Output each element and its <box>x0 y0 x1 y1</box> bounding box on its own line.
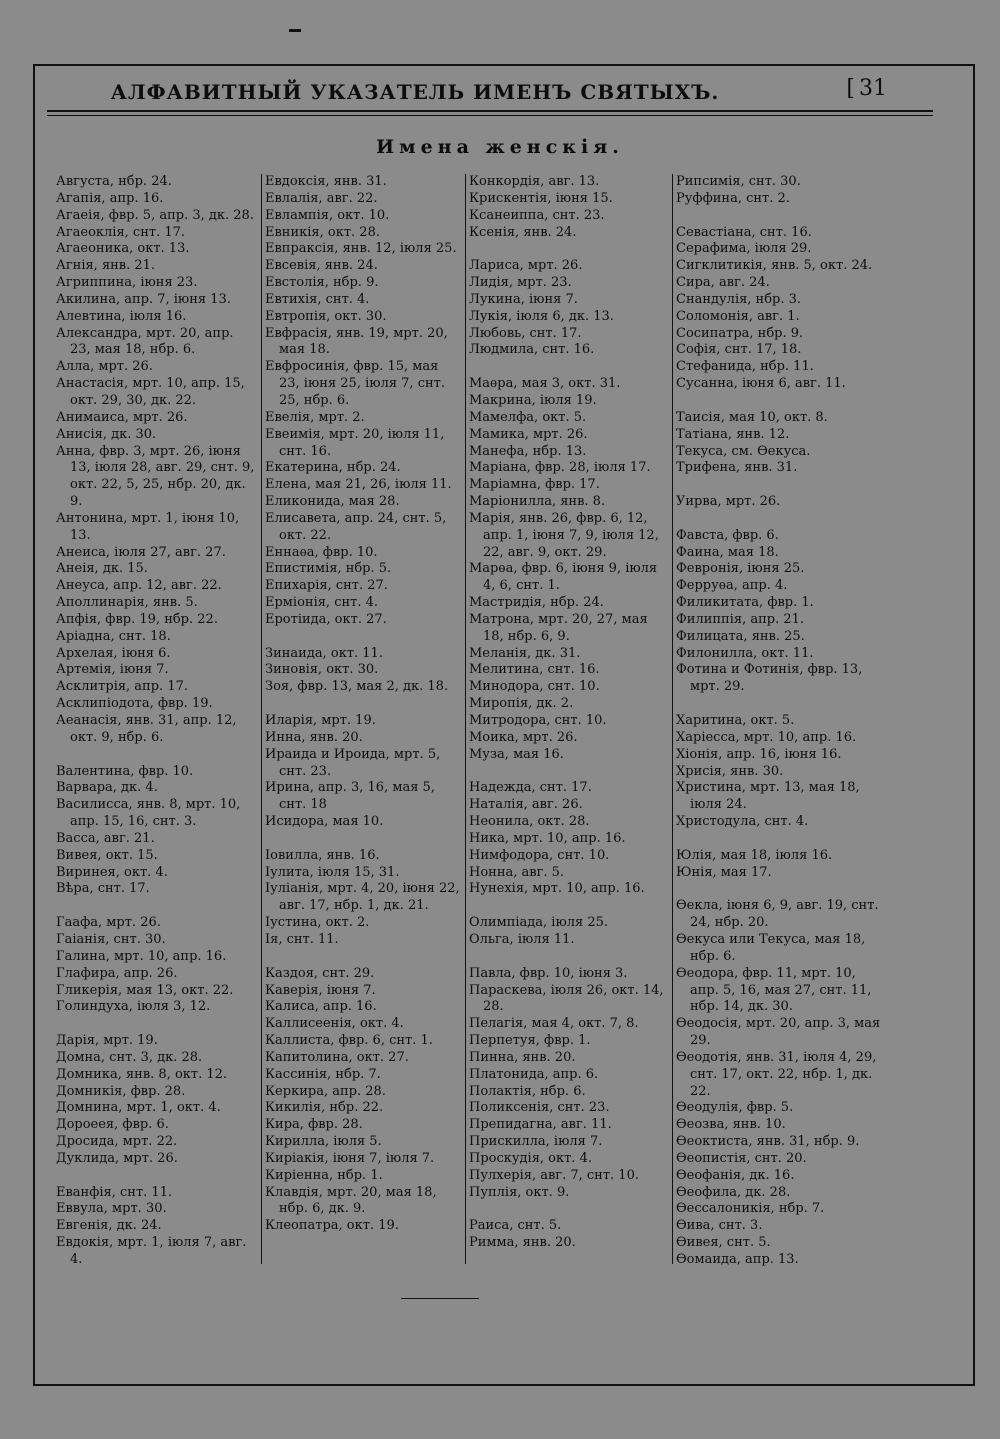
index-entry: Препидагна, авг. 11. <box>469 1117 612 1133</box>
index-entry: Олимпіада, іюля 25. <box>469 915 609 931</box>
index-entry: Лариса, мрт. 26. <box>469 258 583 274</box>
index-entry: Кирiакія, іюня 7, іюля 7. <box>265 1150 435 1166</box>
entry-spacer <box>469 241 669 258</box>
index-entry: Евгенія, дк. 24. <box>56 1218 162 1234</box>
index-column-3 <box>465 174 672 1264</box>
index-entry: Мелитина, снт. 16. <box>469 662 600 678</box>
index-entry: Алевтина, іюля 16. <box>56 308 187 324</box>
index-entry: Ольга, іюля 11. <box>469 931 575 947</box>
index-entry: Іуліанія, мрт. 4, 20, іюня 22, авг. 17, нбр. 1, дк. 21. <box>265 881 464 914</box>
index-entry: Марѳа, фвр. 6, іюня 9, іюля 4, 6, снт. 1. <box>469 561 662 594</box>
index-entry: Надежда, снт. 17. <box>469 780 592 796</box>
index-entry: Матрона, мрт. 20, 27, мая 18, нбр. 6, 9. <box>469 611 652 644</box>
section-title: Имена женскія. <box>376 136 624 158</box>
index-entry: Нунехія, мрт. 10, апр. 16. <box>469 881 645 897</box>
index-entry: Евлалія, авг. 22. <box>265 190 378 206</box>
index-entry: Аполлинарія, янв. 5. <box>56 595 198 611</box>
entry-spacer <box>265 629 462 646</box>
index-entry: Антонина, мрт. 1, іюня 10, 13. <box>56 510 244 543</box>
entry-spacer <box>56 1168 258 1185</box>
index-entry: Евфросинія, фвр. 15, мая 23, іюня 25, іюля 7, снт. 25, нбр. 6. <box>265 359 450 408</box>
index-entry: Филикитата, фвр. 1. <box>676 595 814 611</box>
index-entry: Клеопатра, окт. 19. <box>265 1218 399 1234</box>
index-entry: Текуса, см. Ѳекуса. <box>676 443 811 459</box>
index-entry: Крискентія, іюня 15. <box>469 190 613 206</box>
index-entry: Елисавета, апр. 24, снт. 5, окт. 22. <box>265 510 451 543</box>
index-entry: Ѳеофила, дк. 28. <box>676 1184 791 1200</box>
index-entry: Кира, фвр. 28. <box>265 1117 363 1133</box>
index-entry: Каздоя, снт. 29. <box>265 965 375 981</box>
index-entry: Зоя, фвр. 13, мая 2, дк. 18. <box>265 679 449 695</box>
index-entry: Наталія, авг. 26. <box>469 797 583 813</box>
index-entry: Сира, авг. 24. <box>676 275 770 291</box>
index-entry: Агаеоклія, снт. 17. <box>56 224 186 240</box>
index-entry: Галина, мрт. 10, апр. 16. <box>56 948 227 964</box>
index-entry: Юлія, мая 18, іюля 16. <box>676 847 833 863</box>
index-entry: Евпраксія, янв. 12, іюля 25. <box>265 241 457 257</box>
index-entry: Евдокія, мрт. 1, іюля 7, авг. 4. <box>56 1235 251 1267</box>
index-entry: Татіана, янв. 12. <box>676 426 790 442</box>
index-entry: Еликонида, мая 28. <box>265 494 400 510</box>
entry-spacer <box>469 898 669 915</box>
index-entry: Сусанна, іюня 6, авг. 11. <box>676 376 846 392</box>
index-entry: Севастіана, снт. 16. <box>676 224 812 240</box>
index-entry: Аріадна, снт. 18. <box>56 628 171 644</box>
index-entry: Мамика, мрт. 26. <box>469 426 588 442</box>
entry-spacer <box>469 359 669 376</box>
index-columns <box>53 174 913 1267</box>
index-entry: Дуклида, мрт. 26. <box>56 1150 178 1166</box>
index-entry: Ксенія, янв. 24. <box>469 224 577 240</box>
index-entry: Фотина и Фотинія, фвр. 13, мрт. 29. <box>676 662 867 695</box>
index-entry: Ѳивея, снт. 5. <box>676 1235 771 1251</box>
page <box>33 64 975 1386</box>
index-entry: Вивея, окт. 15. <box>56 847 158 863</box>
index-entry: Хіонія, апр. 16, іюня 16. <box>676 746 842 762</box>
index-entry: Елена, мая 21, 26, іюля 11. <box>265 477 452 493</box>
index-entry: Ферруѳа, апр. 4. <box>676 578 788 594</box>
index-entry: Зинаида, окт. 11. <box>265 645 383 661</box>
index-entry: Александра, мрт. 20, апр. 23, мая 18, нбр. 6. <box>56 325 238 358</box>
index-entry: Евфрасія, янв. 19, мрт. 20, мая 18. <box>265 325 452 358</box>
index-entry: Гаіанія, снт. 30. <box>56 931 166 947</box>
index-entry: Агаеія, фвр. 5, апр. 3, дк. 28. <box>56 207 254 223</box>
index-entry: Таисія, мая 10, окт. 8. <box>676 409 828 425</box>
entry-spacer <box>56 1016 258 1033</box>
index-entry: Софія, снт. 17, 18. <box>676 342 802 358</box>
index-entry: Анимаиса, мрт. 26. <box>56 409 188 425</box>
index-entry: Ирина, апр. 3, 16, мая 5, снт. 18 <box>265 780 440 813</box>
index-entry: Голиндуха, іюля 3, 12. <box>56 999 211 1015</box>
index-entry: Агнія, янв. 21. <box>56 258 156 274</box>
index-entry: Алла, мрт. 26. <box>56 359 153 375</box>
index-entry: Евлампія, окт. 10. <box>265 207 390 223</box>
entry-spacer <box>676 477 881 494</box>
index-entry: Ѳессалоникія, нбр. 7. <box>676 1201 825 1217</box>
index-entry: Ѳомаида, апр. 13. <box>676 1252 799 1267</box>
index-entry: Каллисеенія, окт. 4. <box>265 1016 404 1032</box>
index-entry: Анна, фвр. 3, мрт. 26, іюня 13, іюля 28, авг. 29, снт. 9, окт. 22, 5, 25, нбр. 20, дк. 9. <box>56 443 259 510</box>
index-entry: Иларія, мрт. 19. <box>265 713 376 728</box>
page-title: АЛФАВИТНЫЙ УКАЗАТЕЛЬ ИМЕНЪ СВЯТЫХЪ. <box>110 80 720 104</box>
index-entry: Минодора, снт. 10. <box>469 679 600 695</box>
index-entry: Глафира, апр. 26. <box>56 965 178 981</box>
index-entry: Неонила, окт. 28. <box>469 814 590 830</box>
index-entry: Снандулія, нбр. 3. <box>676 291 802 307</box>
index-entry: Ѳива, снт. 3. <box>676 1218 763 1234</box>
index-entry: Васса, авг. 21. <box>56 830 155 846</box>
index-entry: Лукія, іюля 6, дк. 13. <box>469 308 614 324</box>
index-entry: Миропія, дк. 2. <box>469 696 574 712</box>
index-entry: Гаафа, мрт. 26. <box>56 915 161 931</box>
entry-spacer <box>265 696 462 713</box>
index-entry: Ника, мрт. 10, апр. 16. <box>469 830 626 846</box>
entry-spacer <box>676 393 881 410</box>
entry-spacer <box>265 831 462 848</box>
index-entry: Домника, янв. 8, окт. 12. <box>56 1066 228 1082</box>
index-entry: Екатерина, нбр. 24. <box>265 460 401 476</box>
index-entry: Гликерія, мая 13, окт. 22. <box>56 982 234 998</box>
index-column-2 <box>261 174 465 1264</box>
index-entry: Марія, янв. 26, фвр. 6, 12, апр. 1, іюня 7, 9, іюля 12, 22, авг. 9, окт. 29. <box>469 510 663 560</box>
index-entry: Ѳеодулія, фвр. 5. <box>676 1100 794 1116</box>
index-entry: Евстолія, нбр. 9. <box>265 275 379 291</box>
entry-spacer <box>56 747 258 764</box>
page-number: [ 31 <box>846 76 887 101</box>
index-entry: Пулхерія, авг. 7, снт. 10. <box>469 1167 639 1183</box>
index-entry: Ѳеодотія, янв. 31, іюля 4, 29, снт. 17, окт. 22, нбр. 1, дк. 22. <box>676 1049 881 1099</box>
index-entry: Руффина, снт. 2. <box>676 190 790 206</box>
index-entry: Клавдія, мрт. 20, мая 18, нбр. 6, дк. 9. <box>265 1184 441 1217</box>
index-entry: Зиновія, окт. 30. <box>265 662 379 678</box>
index-entry: Дороеея, фвр. 6. <box>56 1117 169 1133</box>
index-entry: Іовилла, янв. 16. <box>265 847 380 863</box>
index-entry: Евелія, мрт. 2. <box>265 409 365 425</box>
index-entry: Раиса, снт. 5. <box>469 1218 562 1234</box>
index-entry: Киріенна, нбр. 1. <box>265 1167 383 1183</box>
index-entry: Макрина, іюля 19. <box>469 392 597 408</box>
index-entry: Ѳеодосія, мрт. 20, апр. 3, мая 29. <box>676 1016 885 1049</box>
index-entry: Капитолина, окт. 27. <box>265 1049 409 1065</box>
index-entry: Римма, янв. 20. <box>469 1235 576 1251</box>
index-entry: Епистимія, нбр. 5. <box>265 561 392 577</box>
index-entry: Любовь, снт. 17. <box>469 325 582 341</box>
index-entry: Агаеоника, окт. 13. <box>56 241 190 257</box>
index-entry: Дросида, мрт. 22. <box>56 1134 178 1150</box>
index-entry: Маріонилла, янв. 8. <box>469 494 606 510</box>
index-entry: Калиса, апр. 16. <box>265 999 377 1015</box>
index-entry: Уирва, мрт. 26. <box>676 494 781 510</box>
closing-rule <box>401 1298 479 1299</box>
index-column-1 <box>53 174 261 1267</box>
index-entry: Лидія, мрт. 23. <box>469 275 572 291</box>
index-entry: Іулита, іюля 15, 31. <box>265 864 400 880</box>
entry-spacer <box>676 831 881 848</box>
index-entry: Агапія, апр. 16. <box>56 190 164 206</box>
index-entry: Филиппія, апр. 21. <box>676 611 805 627</box>
entry-spacer <box>469 1201 669 1218</box>
index-entry: Анеія, дк. 15. <box>56 561 148 577</box>
index-entry: Юнія, мая 17. <box>676 864 772 880</box>
index-entry: Фавста, фвр. 6. <box>676 527 779 543</box>
index-entry: Вѣра, снт. 17. <box>56 881 150 897</box>
index-entry: Мастридія, нбр. 24. <box>469 595 604 611</box>
index-entry: Дарія, мрт. 19. <box>56 1033 158 1049</box>
index-entry: Каллиста, фвр. 6, снт. 1. <box>265 1033 433 1049</box>
index-entry: Евеимія, мрт. 20, іюля 11, снт. 16. <box>265 426 449 459</box>
index-entry: Февронія, іюня 25. <box>676 561 805 577</box>
index-entry: Іустина, окт. 2. <box>265 915 370 931</box>
index-entry: Евтропія, окт. 30. <box>265 308 387 324</box>
index-entry: Еротіида, окт. 27. <box>265 611 387 627</box>
index-entry: Нимфодора, снт. 10. <box>469 847 610 863</box>
index-entry: Полактія, нбр. 6. <box>469 1083 586 1099</box>
index-entry: Соломонія, авг. 1. <box>676 308 800 324</box>
index-entry: Ѳеопистія, снт. 20. <box>676 1150 807 1166</box>
index-entry: Пуплія, окт. 9. <box>469 1184 570 1200</box>
index-entry: Серафима, іюля 29. <box>676 241 812 257</box>
entry-spacer <box>265 949 462 966</box>
index-entry: Аеанасія, янв. 31, апр. 12, окт. 9, нбр. 6. <box>56 713 241 745</box>
index-entry: Ѳеофанія, дк. 16. <box>676 1167 795 1183</box>
index-entry: Фаина, мая 18. <box>676 544 779 560</box>
index-entry: Пелагія, мая 4, окт. 7, 8. <box>469 1016 639 1032</box>
index-entry: Моика, мрт. 26. <box>469 729 578 745</box>
index-entry: Инна, янв. 20. <box>265 729 363 745</box>
index-entry: Ѳеоктиста, янв. 31, нбр. 9. <box>676 1134 860 1150</box>
index-entry: Ія, снт. 11. <box>265 931 339 947</box>
index-entry: Филонилла, окт. 11. <box>676 645 814 661</box>
index-entry: Сигклитикія, янв. 5, окт. 24. <box>676 258 873 274</box>
index-entry: Ѳекла, іюня 6, 9, авг. 19, снт. 24, нбр. 20. <box>676 898 883 931</box>
index-entry: Кириллa, іюля 5. <box>265 1134 382 1150</box>
index-entry: Филицата, янв. 25. <box>676 628 805 644</box>
index-entry: Евникія, окт. 28. <box>265 224 380 240</box>
index-entry: Василисса, янв. 8, мрт. 10, апр. 15, 16, снт. 3. <box>56 797 245 830</box>
index-entry: Поликсенія, снт. 23. <box>469 1100 610 1116</box>
index-entry: Еннаѳа, фвр. 10. <box>265 544 378 560</box>
index-entry: Нонна, авг. 5. <box>469 864 565 880</box>
entry-spacer <box>469 949 669 966</box>
index-entry: Виринея, окт. 4. <box>56 864 168 880</box>
index-entry: Манефа, нбр. 13. <box>469 443 587 459</box>
entry-spacer <box>676 511 881 528</box>
index-entry: Параскева, іюля 26, окт. 14, 28. <box>469 982 668 1015</box>
index-entry: Акилина, апр. 7, іюня 13. <box>56 291 231 307</box>
index-entry: Людмила, снт. 16. <box>469 342 595 358</box>
index-entry: Ерміонія, снт. 4. <box>265 595 379 611</box>
index-entry: Архелая, іюня 6. <box>56 645 171 661</box>
index-entry: Стефанида, нбр. 11. <box>676 359 814 375</box>
index-entry: Домнина, мрт. 1, окт. 4. <box>56 1100 221 1116</box>
index-entry: Каверія, іюня 7. <box>265 982 376 998</box>
index-entry: Кикилія, нбр. 22. <box>265 1100 384 1116</box>
index-entry: Проскудія, окт. 4. <box>469 1150 592 1166</box>
index-entry: Маріамна, фвр. 17. <box>469 477 600 493</box>
index-entry: Асклитрія, апр. 17. <box>56 679 188 695</box>
index-entry: Керкира, апр. 28. <box>265 1083 386 1099</box>
index-entry: Агриппина, іюня 23. <box>56 275 198 291</box>
index-entry: Исидора, мая 10. <box>265 814 384 830</box>
index-entry: Кассинія, нбр. 7. <box>265 1066 381 1082</box>
header-divider <box>47 110 933 116</box>
index-entry: Хрисія, янв. 30. <box>676 763 784 779</box>
entry-spacer <box>676 881 881 898</box>
index-entry: Анеиса, іюля 27, авг. 27. <box>56 544 226 560</box>
index-entry: Маріана, фвр. 28, іюля 17. <box>469 460 651 476</box>
index-entry: Муза, мая 16. <box>469 746 564 762</box>
index-entry: Сосипатра, нбр. 9. <box>676 325 804 341</box>
index-entry: Павла, фвр. 10, іюня 3. <box>469 965 628 981</box>
index-entry: Еванфія, снт. 11. <box>56 1184 173 1200</box>
index-entry: Апфія, фвр. 19, нбр. 22. <box>56 611 218 627</box>
index-entry: Харитина, окт. 5. <box>676 713 795 728</box>
index-entry: Домникія, фвр. 28. <box>56 1083 186 1099</box>
index-entry: Рипсимія, снт. 30. <box>676 174 801 189</box>
index-entry: Пинна, янв. 20. <box>469 1049 576 1065</box>
index-entry: Харіесса, мрт. 10, апр. 16. <box>676 729 857 745</box>
index-entry: Ѳеозва, янв. 10. <box>676 1117 786 1133</box>
index-entry: Конкордія, авг. 13. <box>469 174 600 189</box>
index-entry: Ѳекуса или Текуса, мая 18, нбр. 6. <box>676 931 870 964</box>
index-entry: Ѳеодора, фвр. 11, мрт. 10, апр. 5, 16, мая 27, снт. 11, нбр. 14, дк. 30. <box>676 965 876 1015</box>
index-entry: Евсевія, янв. 24. <box>265 258 378 274</box>
index-entry: Августа, нбр. 24. <box>56 174 172 189</box>
index-entry: Асклипіодота, фвр. 19. <box>56 696 213 712</box>
index-entry: Евдоксія, янв. 31. <box>265 174 387 189</box>
entry-spacer <box>56 898 258 915</box>
index-entry: Артемія, іюня 7. <box>56 662 169 678</box>
entry-spacer <box>676 696 881 713</box>
index-entry: Варвара, дк. 4. <box>56 780 158 796</box>
index-entry: Митродора, снт. 10. <box>469 713 607 728</box>
index-entry: Христина, мрт. 13, мая 18, іюля 24. <box>676 780 864 813</box>
index-entry: Евтихія, снт. 4. <box>265 291 370 307</box>
index-entry: Валентина, фвр. 10. <box>56 763 194 779</box>
index-entry: Еввула, мрт. 30. <box>56 1201 167 1217</box>
index-column-4 <box>672 174 885 1267</box>
index-entry: Лукина, іюня 7. <box>469 291 578 307</box>
index-entry: Трифена, янв. 31. <box>676 460 798 476</box>
index-entry: Епихарія, снт. 27. <box>265 578 388 594</box>
index-entry: Меланія, дк. 31. <box>469 645 581 661</box>
index-entry: Мамелфа, окт. 5. <box>469 409 587 425</box>
scan-mark <box>289 29 301 32</box>
index-entry: Анастасія, мрт. 10, апр. 15, окт. 29, 30, дк. 22. <box>56 376 249 408</box>
entry-spacer <box>676 208 881 225</box>
index-entry: Анисія, дк. 30. <box>56 426 157 442</box>
index-entry: Христодула, снт. 4. <box>676 814 809 830</box>
index-entry: Прискилла, іюля 7. <box>469 1134 603 1150</box>
entry-spacer <box>469 764 669 781</box>
index-entry: Анеуса, апр. 12, авг. 22. <box>56 578 222 594</box>
index-entry: Ираида и Ироида, мрт. 5, снт. 23. <box>265 746 445 779</box>
index-entry: Домна, снт. 3, дк. 28. <box>56 1049 203 1065</box>
index-entry: Маѳра, мая 3, окт. 31. <box>469 376 621 392</box>
index-entry: Платонида, апр. 6. <box>469 1066 599 1082</box>
index-entry: Ксанеиппа, снт. 23. <box>469 207 605 223</box>
index-entry: Перпетуя, фвр. 1. <box>469 1033 591 1049</box>
